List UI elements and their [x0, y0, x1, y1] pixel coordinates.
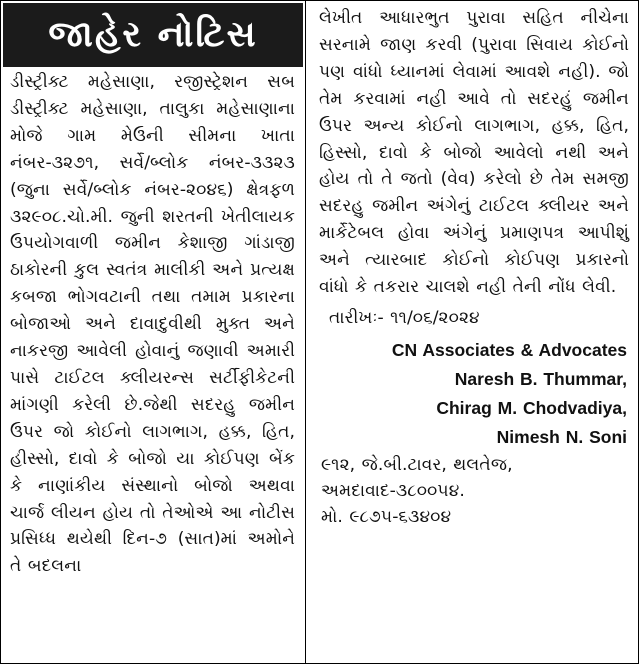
address-block — [319, 452, 629, 530]
firm-name: CN Associates & Advocates — [391, 339, 627, 360]
right-column-text: લેખીત આધારભુત પુરાવા સહિત નીચેના સરનામે જાણ કરવી (પુરાવા સિવાય કોઈનો પણ વાંધો ધ્યાનમાં લેવામાં આવશે નહી). જો તેમ કરવામાં નહી આવે તો સદરહું જમીન ઉપર અન્ય કોઈનો લાગભાગ, હક્ક, હિત, હિસ્સો, દાવો કે બોજો આવેલો નથી અને હોય તો તે જતો (વેવ) કરેલો છે તેમ સમજી સદરહુ જમીન અંગેનું ટાઈટલ ક્લીયર અને માર્કેટેબલ હોવા અંગેનું પ્રમાણપત્ર આપીશું અને ત્યારબાદ કોઈનો કોઈપણ પ્રકારનો વાંધો કે તકરાર ચાલશે નહી તેની નોંધ લેવી. — [319, 8, 629, 298]
left-column-text: ડીસ્ટ્રીક્ટ મહેસાણા, રજીસ્ટ્રેશન સબ ડીસ્ટ્રીક્ટ મહેસાણા, તાલુકા મહેસાણાના મોજે ગામ મેઉની સીમના ખાતા નંબર-૩૨૭૧, સર્વે/બ્લોક નંબર-૩૩૨૩ (જુના સર્વે/બ્લોક નંબર-૨૦૪૬) ક્ષેત્રફળ ૩૨૯૦૮.ચો.મી. જુની શરતની ખેતીલાયક ઉપયોગવાળી જમીન કેશાજી ગાંડાજી ઠાકોરની કુલ સ્વતંત્ર માલીકી અને પ્રત્યક્ષ કબજા ભોગવટાની તથા તમામ પ્રકારના બોજાઓ અને દાવાદુવીથી મુક્ત અને નાકરજી આવેલી હોવાનું જણાવી અમારી પાસે ટાઈટલ ક્લીયરન્સ સર્ટીફીકેટની માંગણી કરેલી છે.જેથી સદરહુ જમીન ઉપર જો કોઈનો લાગભાગ, હક્ક, હિત, હીસ્સો, દાવો કે બોજો યા કોઈપણ બેંક કે નાણાંકીય સંસ્થાનો બોજો અથવા ચાર્જ લીયન હોય તો તેઓએ આ નોટીસ પ્રસિધ્ધ થયેથી દિન-૭ (સાત)માં અમોને તે બદલના — [10, 72, 295, 577]
address-line: ૯૧૨, જે.બી.ટાવર, થલતેજ, — [321, 454, 513, 475]
advocate-name: Nimesh N. Soni — [496, 426, 627, 447]
right-column — [319, 5, 629, 530]
advocate-name: Naresh B. Thummar, — [454, 368, 627, 389]
notice-date: તારીખઃ- ૧૧/૦૬/૨૦૨૪ — [329, 307, 480, 328]
column-divider — [305, 1, 306, 663]
address-line: અમદાવાદ-૩૮૦૦૫૪. — [321, 480, 465, 501]
signature-block — [319, 336, 629, 452]
phone-number: મો. ૯૮૭૫-૬૩૪૦૪ — [321, 506, 452, 527]
advocate-name: Chirag M. Chodvadiya, — [436, 397, 627, 418]
notice-title: જાહેર નોટિસ — [3, 3, 303, 67]
